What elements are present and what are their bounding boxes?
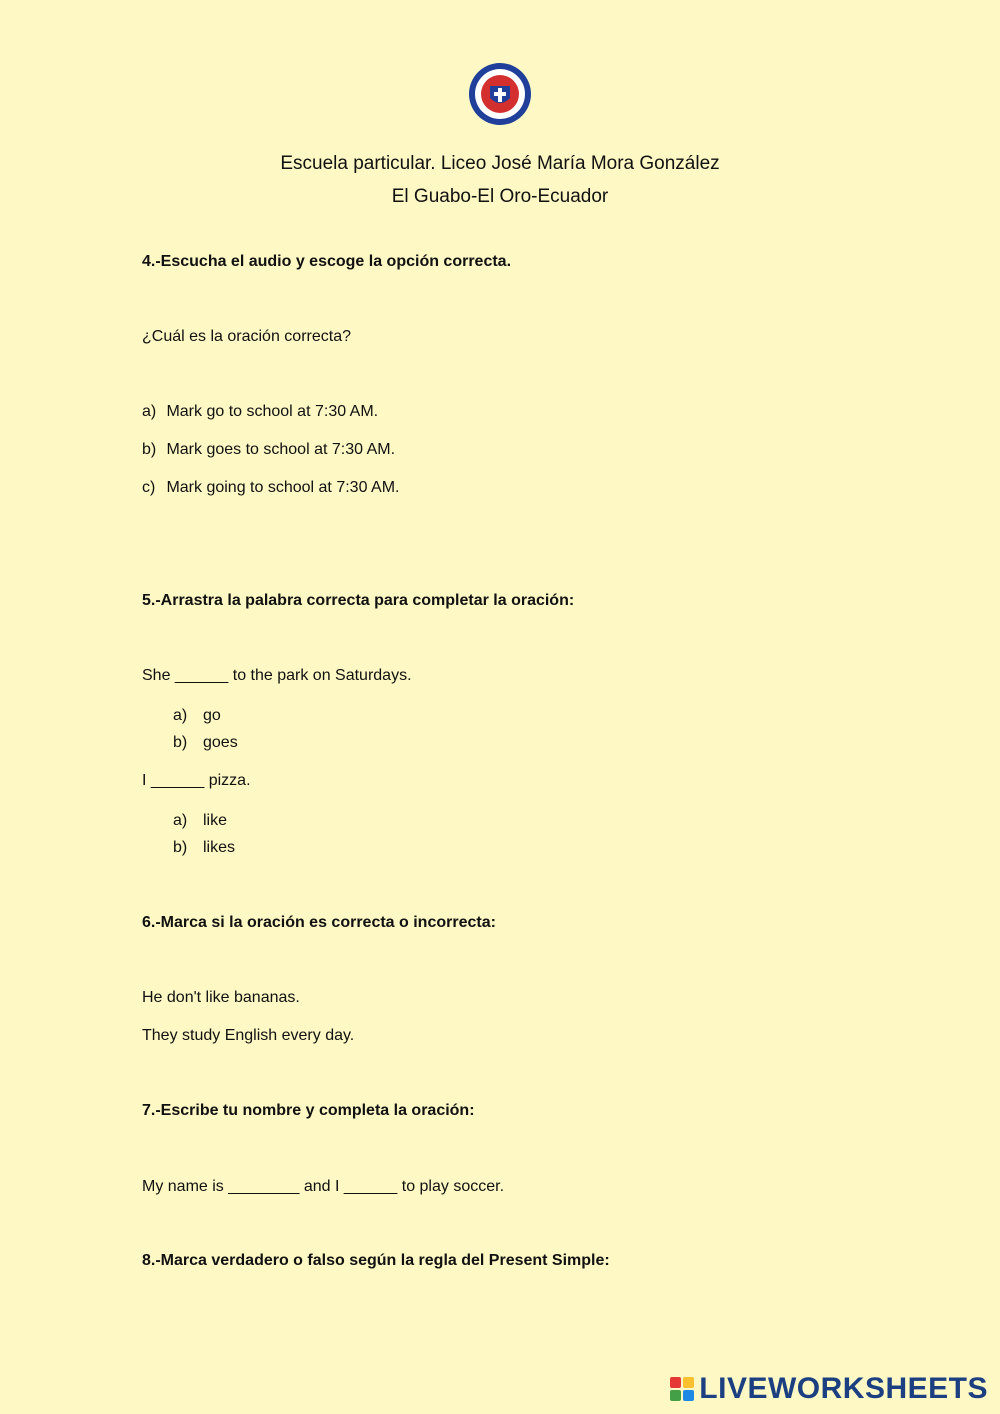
q5-sentence-1: She ______ to the park on Saturdays. — [142, 667, 412, 684]
option-label: b) — [173, 839, 188, 856]
option-text: Mark going to school at 7:30 AM. — [166, 479, 400, 496]
option-label: c) — [142, 479, 156, 496]
option-text: go — [203, 707, 221, 724]
q4-option-c[interactable] — [142, 479, 399, 497]
q5-word-go[interactable] — [173, 707, 373, 727]
school-logo — [468, 62, 532, 126]
q5-word-goes[interactable] — [173, 734, 373, 754]
q6-sentence-2[interactable]: They study English every day. — [142, 1027, 355, 1044]
question-4-title: 4.-Escucha el audio y escoge la opción correcta. — [142, 253, 512, 270]
school-location: El Guabo-El Oro-Ecuador — [391, 186, 609, 207]
school-name: Escuela particular. Liceo José María Mora González — [280, 153, 720, 174]
liveworksheets-icon — [669, 1376, 695, 1402]
q5-word-like[interactable] — [173, 812, 373, 832]
q4-option-b[interactable] — [142, 441, 395, 459]
option-text: goes — [203, 734, 238, 751]
question-6-title: 6.-Marca si la oración es correcta o incorrecta: — [142, 914, 496, 931]
option-label: a) — [142, 403, 157, 420]
brand-name: LIVEWORKSHEETS — [699, 1372, 988, 1405]
option-text: like — [203, 812, 228, 829]
option-label: a) — [173, 707, 188, 724]
q5-word-likes[interactable] — [173, 839, 373, 859]
option-label: b) — [173, 734, 188, 751]
option-text: Mark go to school at 7:30 AM. — [166, 403, 379, 420]
option-text: likes — [203, 839, 236, 856]
q4-option-a[interactable] — [142, 403, 378, 421]
liveworksheets-logo — [669, 1372, 988, 1406]
q6-sentence-1[interactable]: He don't like bananas. — [142, 989, 300, 1006]
option-label: a) — [173, 812, 188, 829]
question-7-title: 7.-Escribe tu nombre y completa la oración: — [142, 1102, 475, 1119]
option-label: b) — [142, 441, 157, 458]
q5-sentence-2: I ______ pizza. — [142, 772, 251, 789]
option-text: Mark goes to school at 7:30 AM. — [166, 441, 396, 458]
q7-sentence[interactable]: My name is ________ and I ______ to play soccer. — [142, 1178, 505, 1195]
question-5-title: 5.-Arrastra la palabra correcta para completar la oración: — [142, 592, 575, 609]
question-4-prompt: ¿Cuál es la oración correcta? — [142, 328, 351, 345]
question-8-title: 8.-Marca verdadero o falso según la regla del Present Simple: — [142, 1252, 610, 1269]
